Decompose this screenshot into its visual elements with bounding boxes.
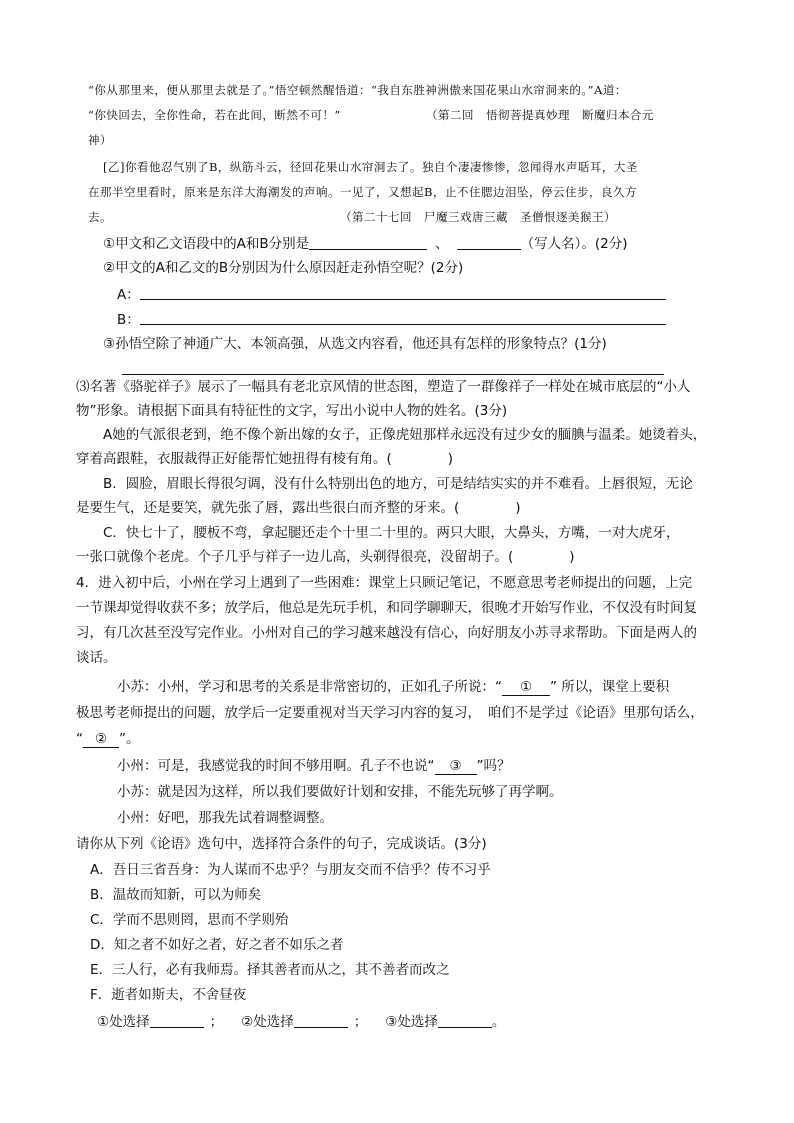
excerpt-yi-line-3: 去。 bbox=[88, 210, 112, 224]
dialogue-su-line-4: 小苏：就是因为这样，所以我们要做好计划和安排，不能先玩够了再学啊。 bbox=[117, 784, 563, 800]
option-b: B．温故而知新，可以为师矣 bbox=[90, 887, 262, 903]
question-item-3: ③孙悟空除了神通广大、本领高强，从选文内容看，他还具有怎样的形象特点？(1分) bbox=[103, 336, 607, 352]
answer-blank-name-a[interactable] bbox=[309, 235, 427, 250]
answer-blank-2[interactable]: ② bbox=[83, 731, 119, 748]
dialogue-zhou-line-1: 小州：可是，我感觉我的时间不够用啊。孔子不也说“ ③ ”吗？ bbox=[117, 758, 511, 774]
excerpt-jia-line-1: “你从那里来，便从那里去就是了。”悟空顿然醒悟道：“我自东胜神洲傲来国花果山水帘洞来的。”A道： bbox=[88, 83, 627, 97]
luotuo-c-line-1: C．快七十了，腰板不弯，拿起腿还走个十里二十里的。两只大眼，大鼻头，方嘴，一对大虎牙， bbox=[103, 525, 680, 541]
luotuo-question-line-1: ⑶名著《骆驼祥子》展示了一幅具有老北京风情的世态图，塑造了一群像祥子一样处在城市底层的“小人 bbox=[76, 379, 691, 395]
excerpt-yi-line-1: [乙]你看他忍气别了B，纵筋斗云，径回花果山水帘洞去了。独自个凄凄惨惨，忽闻得水声聒耳，大圣 bbox=[103, 160, 638, 174]
answer-label-b: B： bbox=[117, 312, 140, 328]
answer-label-a: A： bbox=[117, 287, 140, 303]
luotuo-a-line-2: 穿着高跟鞋，衣服裁得正好能帮忙她扭得有棱有角。( ) bbox=[76, 451, 454, 467]
luotuo-b-line-1: B．圆脸，眉眼长得很匀调，没有什么特别出色的地方，可是结结实实的并不难看。上唇很短，无论 bbox=[103, 476, 693, 492]
luotuo-a-line-1: A她的气派很老到，绝不像个新出嫁的女子，正像虎妞那样永远没有过少女的腼腆与温柔。她烫着头， bbox=[103, 427, 707, 443]
answer-blank-3[interactable]: ③ bbox=[435, 758, 477, 775]
answer-line-b[interactable] bbox=[140, 324, 666, 325]
question-item-2: ②甲文的A和乙文的B分别因为什么原因赶走孙悟空呢？(2分) bbox=[103, 260, 464, 276]
luotuo-question-line-2: 物”形象。请根据下面具有特征性的文字，写出小说中人物的姓名。(3分) bbox=[76, 403, 508, 419]
option-e: E．三人行，必有我师焉。择其善者而从之，其不善者而改之 bbox=[90, 962, 450, 978]
answer-choice-1[interactable] bbox=[150, 1013, 204, 1028]
answer-line-a[interactable] bbox=[140, 299, 666, 300]
option-a: A．吾日三省吾身：为人谋而不忠乎？与朋友交而不信乎？传不习乎 bbox=[90, 862, 491, 878]
excerpt-yi-line-2: 在那半空里看时，原来是东洋大海潮发的声响。一见了，又想起B，止不住腮边泪坠，停云住步，良久方 bbox=[88, 185, 637, 199]
dialogue-zhou-line-2: 小州：好吧，那我先试着调整调整。 bbox=[117, 810, 333, 826]
q4-instruction: 请你从下列《论语》选句中，选择符合条件的句子，完成谈话。(3分) bbox=[76, 836, 487, 852]
question-item-1: ①甲文和乙文语段中的A和B分别是 、 （写人名）。(2分) bbox=[103, 236, 628, 252]
luotuo-c-line-2: 一张口就像个老虎。个子几乎与祥子一边儿高，头剃得很亮，没留胡子。( ) bbox=[76, 549, 575, 565]
answer-choice-3[interactable] bbox=[438, 1013, 492, 1028]
excerpt-jia-line-2: “你快回去，全你性命，若在此间，断然不可！” bbox=[88, 108, 341, 122]
answer-line-c[interactable] bbox=[122, 374, 664, 375]
q4-intro-line-1: 4．进入初中后，小州在学习上遇到了一些困难：课堂上只顾记笔记，不愿意思考老师提出的问题，上完 bbox=[76, 575, 693, 591]
excerpt-jia-source-end: 神） bbox=[88, 133, 112, 147]
dialogue-su-line-2: 极思考老师提出的问题，放学后一定要重视对当天学习内容的复习， 咱们不是学过《论语》里那句话么， bbox=[76, 705, 704, 721]
option-c: C．学而不思则罔，思而不学则殆 bbox=[90, 912, 289, 928]
excerpt-yi-source: （第二十七回 尸魔三戏唐三藏 圣僧恨逐美猴王） bbox=[340, 210, 616, 224]
answer-row: ①处选择 ； ②处选择 ； ③处选择 。 bbox=[97, 1014, 506, 1030]
dialogue-su-line-1: 小苏：小州，学习和思考的关系是非常密切的，正如孔子所说：“ ① ” 所以，课堂上要积 bbox=[117, 679, 670, 695]
answer-choice-2[interactable] bbox=[294, 1013, 348, 1028]
answer-blank-name-b[interactable] bbox=[457, 235, 521, 250]
answer-blank-1[interactable]: ① bbox=[502, 679, 550, 696]
luotuo-b-line-2: 是要生气，还是要笑，就先张了唇，露出些很白而齐整的牙来。( ) bbox=[76, 500, 521, 516]
option-f: F．逝者如斯夫，不舍昼夜 bbox=[90, 987, 247, 1003]
q4-intro-line-2: 一节课却觉得收获不多；放学后，他总是先玩手机，和同学聊聊天，很晚才开始写作业，不仅没有时间复 bbox=[76, 600, 697, 616]
q4-intro-line-3: 习，有几次甚至没写完作业。小州对自己的学习越来越没有信心，向好朋友小苏寻求帮助。下面是两人的 bbox=[76, 625, 697, 641]
excerpt-jia-source: （第二回 悟彻菩提真妙理 断魔归本合元 bbox=[426, 108, 654, 122]
option-d: D．知之者不如好之者，好之者不如乐之者 bbox=[90, 937, 344, 953]
dialogue-su-line-3: “ ② ”。 bbox=[76, 731, 140, 747]
q4-intro-line-4: 谈话。 bbox=[76, 650, 117, 666]
